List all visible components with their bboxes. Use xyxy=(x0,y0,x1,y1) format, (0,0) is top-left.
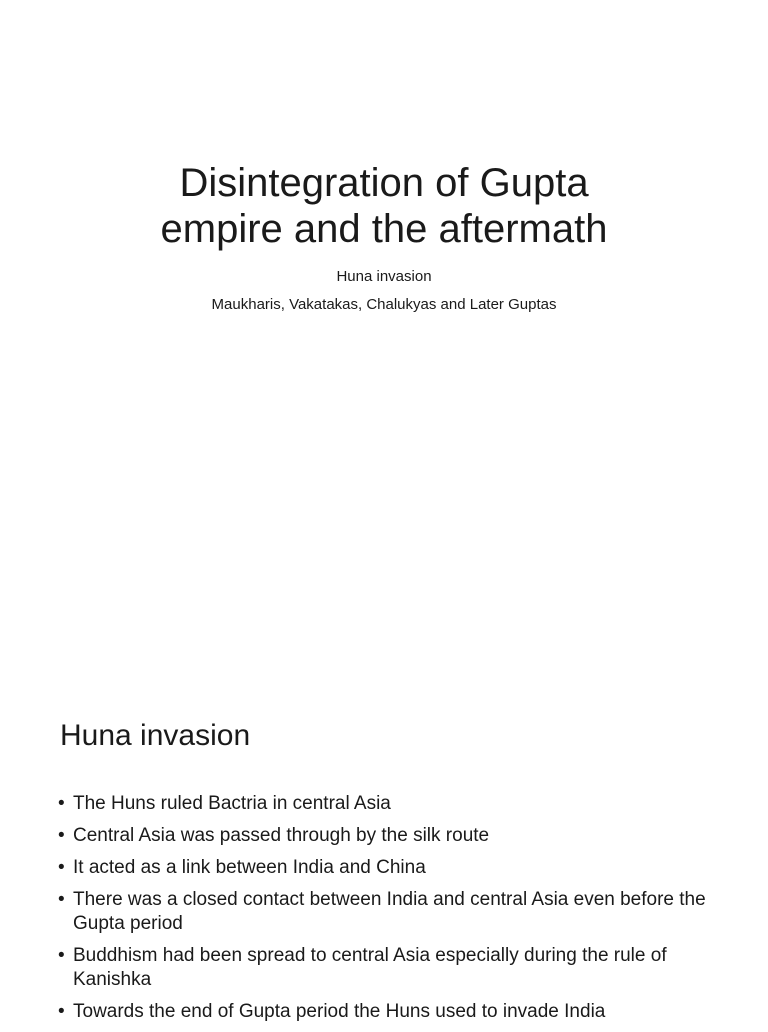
bullet-item xyxy=(58,944,718,992)
bullet-list xyxy=(58,792,718,1032)
title-line: empire and the aftermath xyxy=(160,207,608,251)
slide-huna-invasion xyxy=(0,684,768,1024)
bullet-text: There was a closed contact between India and central Asia even before the Gupta period xyxy=(73,889,706,934)
bullet-icon: • xyxy=(58,793,65,814)
bullet-item xyxy=(58,824,718,848)
bullet-icon: • xyxy=(58,945,65,966)
bullet-item xyxy=(58,1000,718,1024)
slide-title-heading xyxy=(0,160,768,252)
slide-heading: Huna invasion xyxy=(60,719,251,752)
bullet-icon: • xyxy=(58,857,65,878)
bullet-text: It acted as a link between India and China xyxy=(73,857,426,878)
bullet-item xyxy=(58,856,718,880)
bullet-icon: • xyxy=(58,889,65,910)
subtitle-huna-invasion: Huna invasion xyxy=(336,268,432,285)
title-block xyxy=(0,160,768,314)
bullet-item xyxy=(58,792,718,816)
bullet-item xyxy=(58,888,718,936)
subtitle-dynasties: Maukharis, Vakatakas, Chalukyas and Later Guptas xyxy=(211,296,557,313)
bullet-icon: • xyxy=(58,1001,65,1022)
bullet-text: Central Asia was passed through by the silk route xyxy=(73,825,490,846)
bullet-text: Buddhism had been spread to central Asia especially during the rule of Kanishka xyxy=(73,945,667,990)
bullet-icon: • xyxy=(58,825,65,846)
bullet-text: Towards the end of Gupta period the Huns used to invade India xyxy=(73,1001,606,1022)
title-line: Disintegration of Gupta xyxy=(179,161,589,205)
bullet-text: The Huns ruled Bactria in central Asia xyxy=(73,793,391,814)
